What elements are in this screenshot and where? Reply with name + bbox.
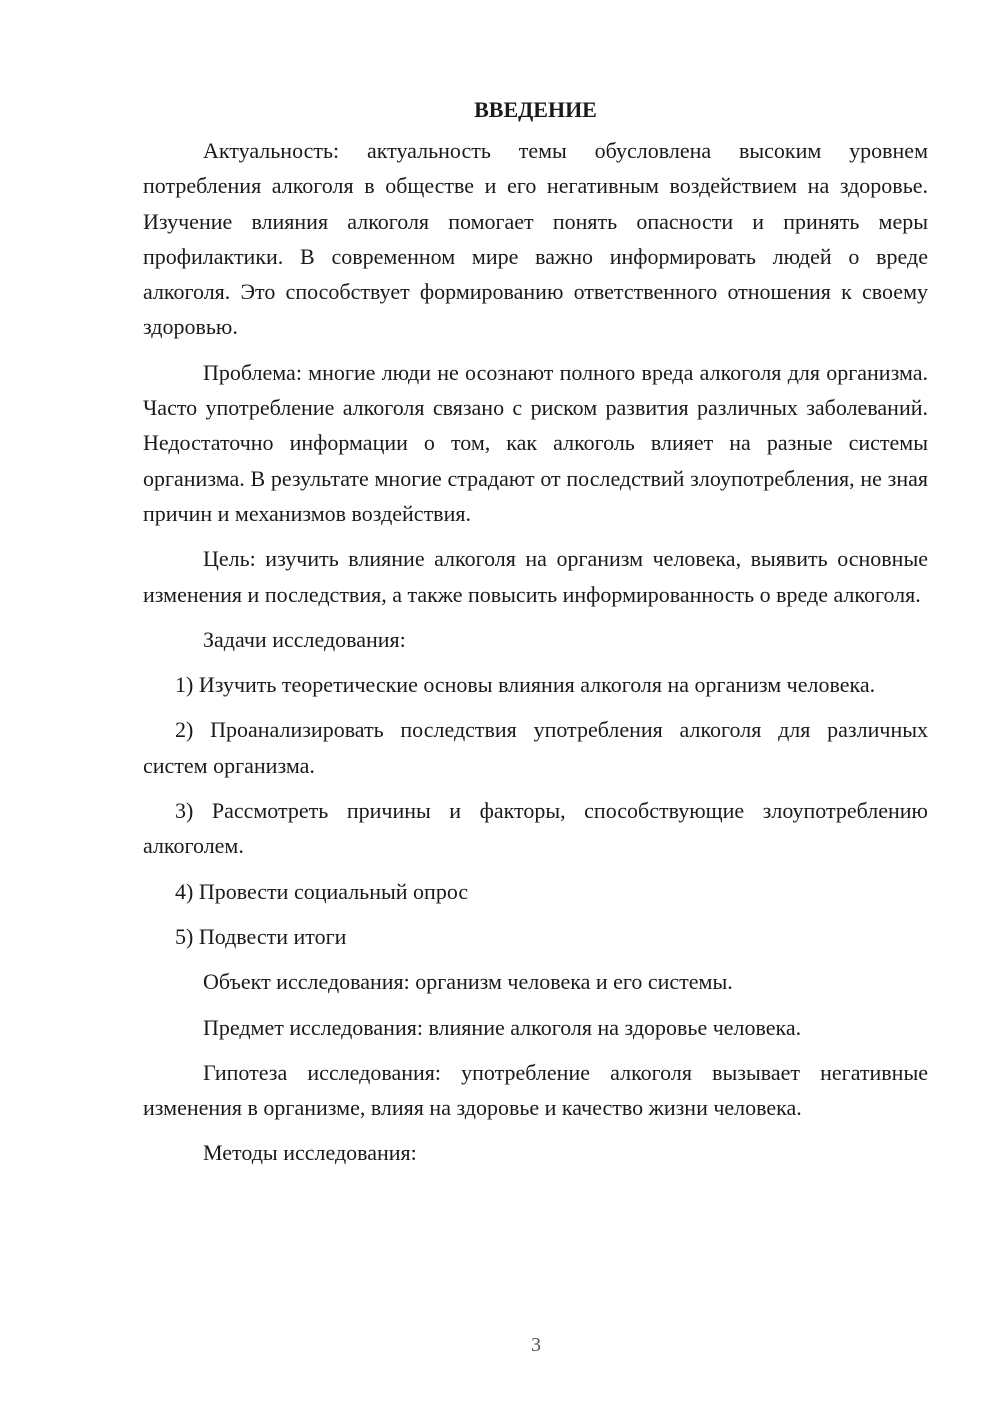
relevance-paragraph: Актуальность: актуальность темы обусловлена высоким уровнем потребления алкоголя в обществе и его негативным воздействием на здоровье. Изучение влияния алкоголя помогает понять опасности и принять меры профилактики. В современном мире важно информировать людей о вреде алкоголя. Это способствует формированию ответственного отношения к своему здоровью. (143, 138, 928, 340)
object-paragraph: Объект исследования: организм человека и его системы. (203, 969, 733, 995)
goal-paragraph: Цель: изучить влияние алкоголя на организм человека, выявить основные изменения и последствия, а также повысить информированность о вреде алкоголя. (143, 546, 928, 607)
hypothesis-paragraph: Гипотеза исследования: употребление алкоголя вызывает негативные изменения в организме, влияя на здоровье и качество жизни человека. (143, 1059, 928, 1121)
document-title: ВВЕДЕНИЕ (474, 97, 597, 122)
methods-heading: Методы исследования: (203, 1140, 417, 1166)
problem-paragraph: Проблема: многие люди не осознают полного вреда алкоголя для организма. Часто употребление алкоголя связано с риском развития различных заболеваний. Недостаточно информации о том, как алкоголь влияет на разные системы организма. В результате многие страдают от последствий злоупотребления, не зная причин и механизмов воздействия. (143, 359, 928, 526)
page-number: 3 (531, 1334, 541, 1356)
tasks-heading: Задачи исследования: (203, 626, 406, 652)
task-item: 3) Рассмотреть причины и факторы, способствующие злоупотреблению алкоголем. (143, 798, 928, 859)
subject-paragraph: Предмет исследования: влияние алкоголя на здоровье человека. (203, 1014, 802, 1040)
task-item: 4) Провести социальный опрос (175, 878, 469, 904)
document-page (143, 92, 928, 1181)
task-item: 1) Изучить теоретические основы влияния алкоголя на организм человека. (175, 672, 876, 698)
task-item: 5) Подвести итоги (175, 923, 347, 949)
task-item: 2) Проанализировать последствия употребления алкоголя для различных систем организма. (143, 717, 928, 778)
